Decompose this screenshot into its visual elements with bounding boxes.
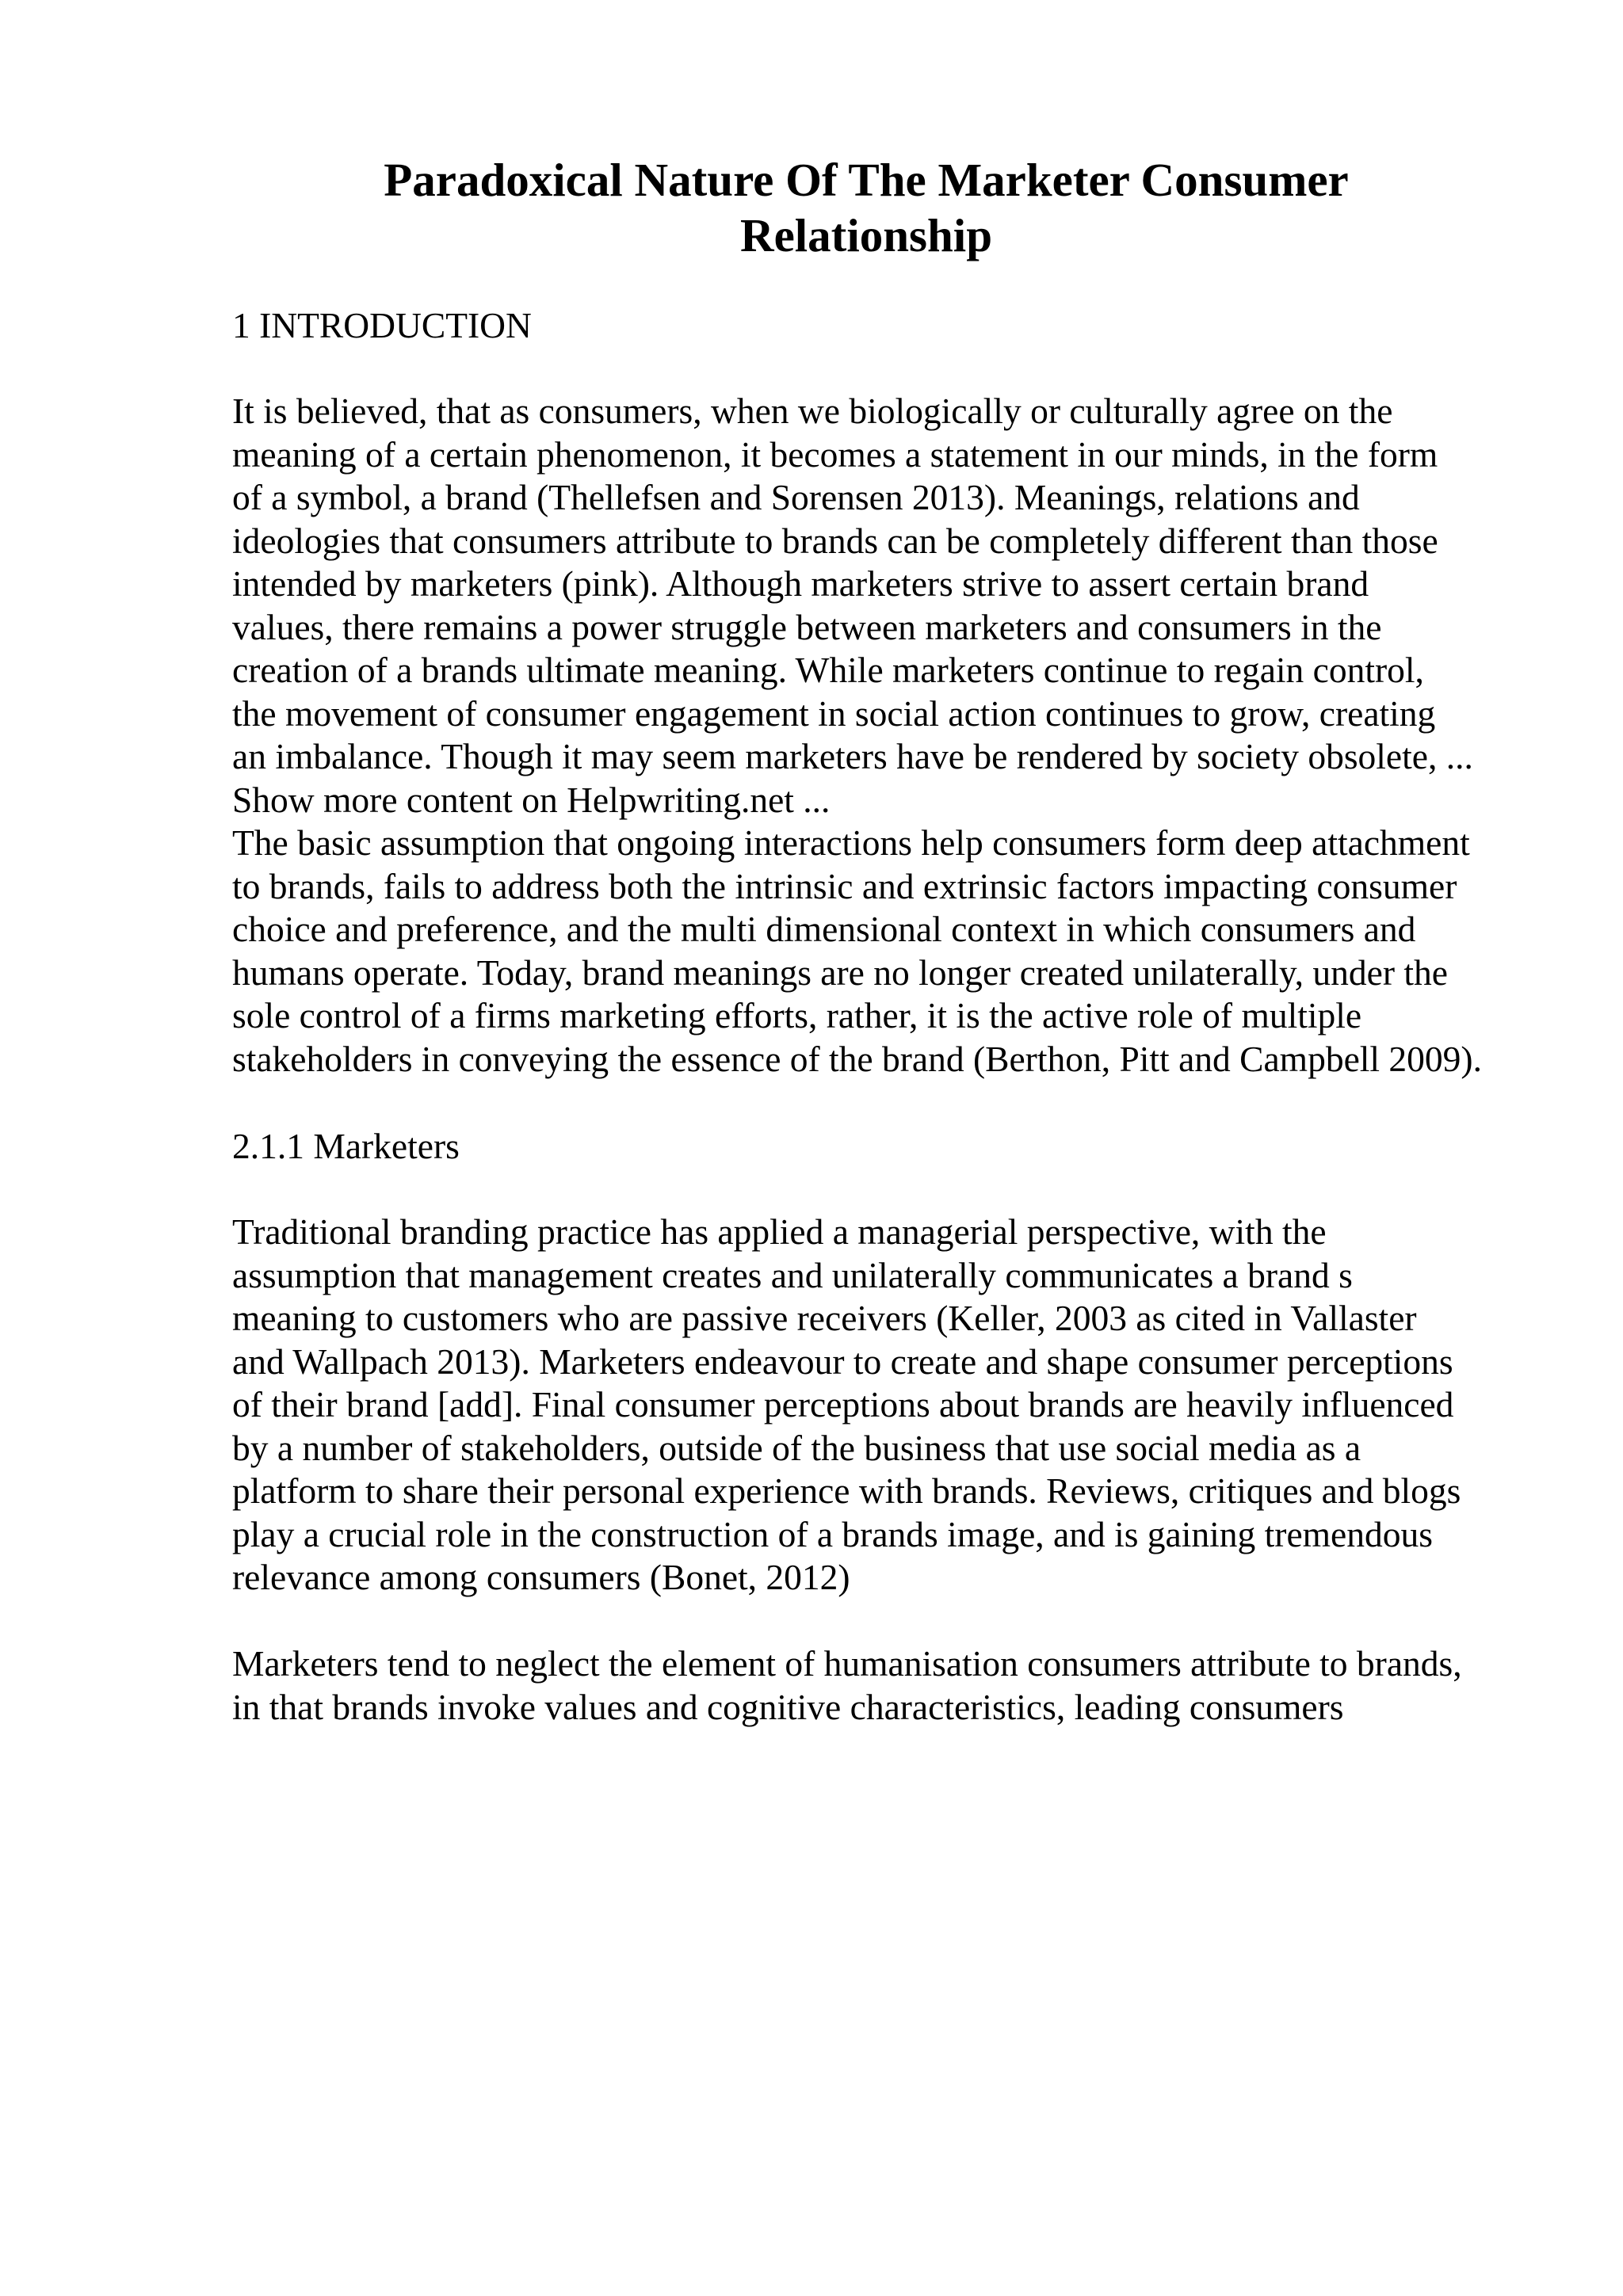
text-line: Marketers tend to neglect the element of humanisation consumers attribute to brands, xyxy=(232,1643,1462,1684)
text-line: The basic assumption that ongoing interactions help consumers form deep attachment xyxy=(232,822,1470,863)
humanisation-paragraph xyxy=(232,1642,1611,1729)
text-line: meaning to customers who are passive receivers (Keller, 2003 as cited in Vallaster xyxy=(232,1298,1417,1338)
text-line: platform to share their personal experience with brands. Reviews, critiques and blogs xyxy=(232,1470,1461,1511)
section-heading-introduction xyxy=(232,304,1611,348)
title-line: Relationship xyxy=(739,209,993,261)
text-line: assumption that management creates and unilaterally communicates a brand s xyxy=(232,1254,1353,1295)
text-line: It is believed, that as consumers, when we biologically or culturally agree on the xyxy=(232,391,1393,431)
text-line: creation of a brands ultimate meaning. While marketers continue to regain control, xyxy=(232,650,1424,690)
document-title xyxy=(230,152,1503,263)
text-line: an imbalance. Though it may seem marketers have be rendered by society obsolete, ... xyxy=(232,736,1473,776)
text-line: to brands, fails to address both the intrinsic and extrinsic factors impacting consumer xyxy=(232,865,1457,906)
text-line: sole control of a firms marketing efforts, rather, it is the active role of multiple xyxy=(232,995,1362,1035)
section-heading-text: 1 INTRODUCTION xyxy=(232,305,532,345)
subsection-heading-text: 2.1.1 Marketers xyxy=(232,1126,460,1166)
text-line: values, there remains a power struggle between marketers and consumers in the xyxy=(232,606,1382,647)
text-line: humans operate. Today, brand meanings are no longer created unilaterally, under the xyxy=(232,952,1448,993)
text-line: of their brand [add]. Final consumer perceptions about brands are heavily influenced xyxy=(232,1384,1454,1425)
text-line: ideologies that consumers attribute to brands can be completely different than those xyxy=(232,520,1438,561)
text-line: of a symbol, a brand (Thellefsen and Sorensen 2013). Meanings, relations and xyxy=(232,477,1360,517)
text-line: relevance among consumers (Bonet, 2012) xyxy=(232,1557,850,1597)
text-line: stakeholders in conveying the essence of the brand (Berthon, Pitt and Campbell 2009). xyxy=(232,1038,1482,1079)
text-line: in that brands invoke values and cognitive characteristics, leading consumers xyxy=(232,1686,1344,1727)
text-line: and Wallpach 2013). Marketers endeavour to create and shape consumer perceptions xyxy=(232,1341,1453,1382)
text-line: Traditional branding practice has applied a managerial perspective, with the xyxy=(232,1211,1327,1252)
show-more-line: Show more content on Helpwriting.net ... xyxy=(232,779,831,820)
text-line: intended by marketers (pink). Although marketers strive to assert certain brand xyxy=(232,563,1369,604)
text-line: choice and preference, and the multi dimensional context in which consumers and xyxy=(232,909,1416,949)
subsection-heading-marketers xyxy=(232,1125,1611,1169)
intro-paragraph xyxy=(232,390,1611,1081)
text-line: meaning of a certain phenomenon, it becomes a statement in our minds, in the form xyxy=(232,433,1438,475)
text-line: the movement of consumer engagement in social action continues to grow, creating xyxy=(232,692,1436,734)
title-line: Paradoxical Nature Of The Marketer Consumer xyxy=(384,154,1349,206)
text-line: play a crucial role in the construction of a brands image, and is gaining tremendous xyxy=(232,1513,1433,1554)
marketers-paragraph xyxy=(232,1211,1611,1600)
text-line: by a number of stakeholders, outside of the business that use social media as a xyxy=(232,1427,1361,1468)
